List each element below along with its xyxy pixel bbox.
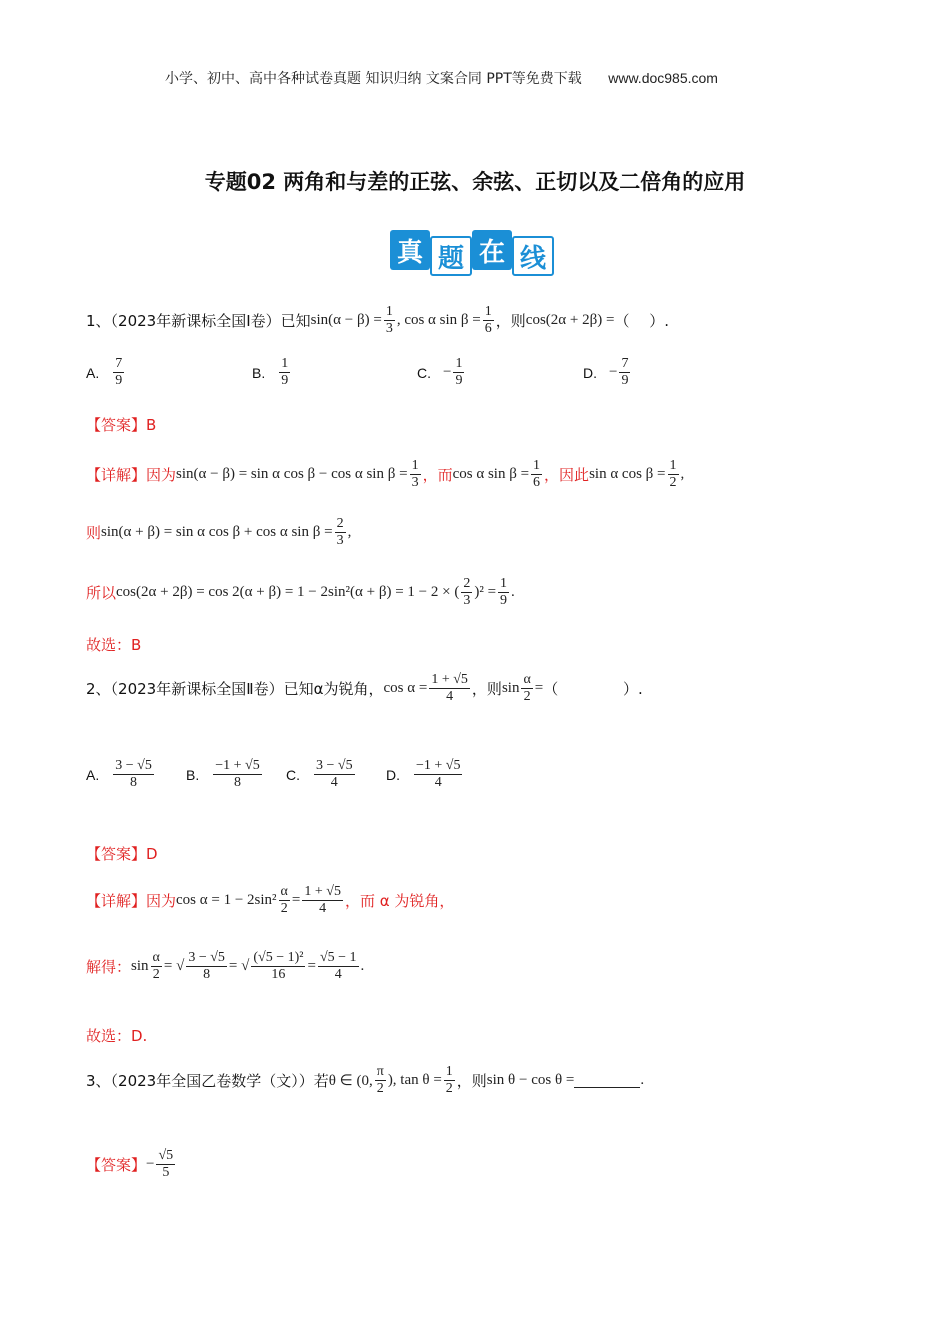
math-expression: θ ∈ (0, xyxy=(328,1073,373,1089)
numerator: α xyxy=(280,884,288,899)
answer-blank[interactable] xyxy=(574,1073,640,1088)
text-line xyxy=(86,950,364,983)
denominator: 2 xyxy=(523,689,531,704)
fraction xyxy=(113,758,154,791)
math-expression: = xyxy=(534,680,544,696)
numerator: 1 xyxy=(533,458,541,473)
option-label: A. xyxy=(86,364,100,381)
fraction xyxy=(113,356,124,389)
numerator: (√5 − 1)² xyxy=(253,950,304,965)
fraction xyxy=(151,950,162,983)
text-segment: 3、（2023年全国乙卷数学（文））若 xyxy=(86,1072,329,1090)
option-label: B. xyxy=(252,364,266,381)
text-segment: ，则 xyxy=(471,680,502,698)
option-label: C. xyxy=(417,364,431,381)
math-expression: sin(α − β) = sin α cos β − cos α sin β = xyxy=(176,466,408,482)
text-segment: ，则 xyxy=(495,312,526,330)
numerator: 3 − √5 xyxy=(316,758,353,773)
text-line xyxy=(86,516,351,549)
numerator: 7 xyxy=(621,356,629,371)
numerator: 1 + √5 xyxy=(304,884,341,899)
math-expression: cos α = xyxy=(383,680,428,696)
denominator: 4 xyxy=(446,689,454,704)
denominator: 2 xyxy=(445,1081,453,1096)
fraction xyxy=(521,672,532,705)
text-line xyxy=(86,634,141,655)
answer-text: ，而 α 为锐角， xyxy=(344,892,455,910)
fraction xyxy=(668,458,679,491)
denominator: 4 xyxy=(434,775,442,790)
text-line xyxy=(86,1148,177,1181)
denominator: 3 xyxy=(336,533,344,548)
fraction xyxy=(483,304,494,337)
option-d xyxy=(386,758,464,791)
math-expression: sin(α − β) = xyxy=(310,312,382,328)
text-segment: （ ）. xyxy=(543,680,643,698)
fraction xyxy=(251,950,305,983)
math-expression: ), tan θ = xyxy=(387,1072,442,1088)
math-expression: = xyxy=(307,958,316,974)
numerator: α xyxy=(523,672,531,687)
denominator: 4 xyxy=(330,775,338,790)
numerator: 1 xyxy=(445,1064,453,1079)
header-text: 小学、初中、高中各种试卷真题 知识归纳 文案合同 PPT等免费下载 xyxy=(165,71,582,87)
numerator: 7 xyxy=(115,356,123,371)
math-expression: sin(α + β) = sin α cos β + cos α sin β = xyxy=(101,524,333,540)
fraction xyxy=(384,304,395,337)
denominator: 3 xyxy=(411,475,419,490)
denominator: 9 xyxy=(500,593,508,608)
denominator: 9 xyxy=(281,373,289,388)
denominator: 2 xyxy=(376,1081,384,1096)
math-expression: cos α = 1 − 2sin² xyxy=(176,892,277,908)
header-url[interactable]: www.doc985.com xyxy=(608,70,718,86)
logo-char: 在 xyxy=(472,230,512,270)
text-line xyxy=(86,1064,644,1097)
fraction xyxy=(302,884,343,917)
numerator: √5 xyxy=(158,1148,174,1163)
math-expression: = √ xyxy=(163,958,185,974)
option-c xyxy=(286,758,357,791)
numerator: 3 − √5 xyxy=(188,950,225,965)
text-line xyxy=(86,843,158,864)
denominator: 2 xyxy=(152,967,160,982)
denominator: 6 xyxy=(484,321,492,336)
denominator: 3 xyxy=(385,321,393,336)
text-segment: （ ）. xyxy=(614,312,669,330)
fraction xyxy=(410,458,421,491)
fraction xyxy=(444,1064,455,1097)
option-c xyxy=(417,356,466,389)
fraction xyxy=(461,576,472,609)
numerator: 2 xyxy=(463,576,471,591)
numerator: 1 xyxy=(500,576,508,591)
numerator: −1 + √5 xyxy=(416,758,461,773)
denominator: 8 xyxy=(203,967,211,982)
answer-text: 【答案】 xyxy=(86,1156,147,1174)
option-sign: − xyxy=(609,364,618,380)
fraction xyxy=(314,758,355,791)
math-expression: sin α cos β = xyxy=(589,466,666,482)
math-expression: cos(2α + 2β) = xyxy=(525,312,615,328)
fraction xyxy=(335,516,346,549)
math-expression: , cos α sin β = xyxy=(396,312,481,328)
text-segment: 1、（2023年新课标全国Ⅰ卷）已知 xyxy=(86,312,311,330)
fraction xyxy=(414,758,462,791)
denominator: 2 xyxy=(280,901,288,916)
numerator: α xyxy=(152,950,160,965)
denominator: 3 xyxy=(463,593,471,608)
denominator: 6 xyxy=(533,475,541,490)
math-expression: , xyxy=(347,524,352,540)
math-expression: . xyxy=(360,958,365,974)
fraction xyxy=(453,356,464,389)
math-expression: cos α sin β = xyxy=(452,466,530,482)
numerator: √5 − 1 xyxy=(319,950,357,965)
denominator: 8 xyxy=(233,775,241,790)
fraction xyxy=(186,950,227,983)
answer-text: 故选：D. xyxy=(86,1027,148,1045)
math-expression: . xyxy=(640,1072,645,1088)
option-b xyxy=(186,758,264,791)
numerator: −1 + √5 xyxy=(215,758,260,773)
denominator: 8 xyxy=(130,775,138,790)
answer-text: 解得： xyxy=(86,958,132,976)
numerator: 1 xyxy=(281,356,289,371)
text-line xyxy=(86,576,515,609)
fraction xyxy=(531,458,542,491)
text-line xyxy=(86,458,684,491)
fraction xyxy=(429,672,470,705)
option-sign: − xyxy=(443,364,452,380)
math-expression: . xyxy=(511,584,515,600)
option-a xyxy=(86,758,156,791)
option-b xyxy=(252,356,292,389)
denominator: 4 xyxy=(334,967,342,982)
denominator: 9 xyxy=(621,373,629,388)
denominator: 5 xyxy=(162,1165,170,1180)
logo-char: 真 xyxy=(390,230,430,270)
math-expression: = √ xyxy=(228,958,250,974)
math-expression: cos(2α + 2β) = cos 2(α + β) = 1 − 2sin²(α + β) = 1 − 2 × ( xyxy=(116,584,460,600)
answer-text: ，因此 xyxy=(544,466,590,484)
option-label: B. xyxy=(186,766,200,783)
text-line xyxy=(86,884,454,917)
math-expression: sin θ − cos θ = xyxy=(486,1072,575,1088)
text-line xyxy=(86,1025,147,1046)
text-segment: ，则 xyxy=(456,1072,487,1090)
fraction xyxy=(375,1064,386,1097)
fraction xyxy=(213,758,261,791)
text-segment: 2、（2023年新课标全国Ⅱ卷）已知α为锐角， xyxy=(86,680,384,698)
denominator: 9 xyxy=(455,373,463,388)
answer-text: 【详解】因为 xyxy=(86,466,177,484)
fraction xyxy=(318,950,359,983)
text-line xyxy=(86,414,156,435)
numerator: 1 xyxy=(669,458,677,473)
numerator: 1 + √5 xyxy=(431,672,468,687)
fraction xyxy=(498,576,509,609)
math-expression: = xyxy=(291,892,301,908)
denominator: 9 xyxy=(115,373,123,388)
logo-char: 线 xyxy=(512,236,554,276)
numerator: π xyxy=(376,1064,384,1079)
answer-text: 则 xyxy=(86,524,102,542)
answer-text: ，而 xyxy=(422,466,453,484)
math-expression: )² = xyxy=(474,584,497,600)
page-title: 专题02 两角和与差的正弦、余弦、正切以及二倍角的应用 xyxy=(204,170,746,194)
page-header xyxy=(165,68,718,88)
numerator: 1 xyxy=(484,304,492,319)
text-line xyxy=(86,304,669,337)
fraction xyxy=(619,356,630,389)
fraction xyxy=(279,356,290,389)
math-expression: sin xyxy=(501,680,520,696)
denominator: 2 xyxy=(669,475,677,490)
denominator: 4 xyxy=(319,901,327,916)
fraction xyxy=(279,884,290,917)
logo-char: 题 xyxy=(430,236,472,276)
text-line xyxy=(86,672,643,705)
numerator: 2 xyxy=(336,516,344,531)
option-label: C. xyxy=(286,766,300,783)
option-label: D. xyxy=(386,766,400,783)
numerator: 1 xyxy=(411,458,419,473)
math-expression: , xyxy=(680,466,685,482)
numerator: 3 − √5 xyxy=(115,758,152,773)
option-label: D. xyxy=(583,364,597,381)
numerator: 1 xyxy=(455,356,463,371)
answer-text: 【详解】因为 xyxy=(86,892,177,910)
section-logo xyxy=(390,230,554,276)
answer-text: 所以 xyxy=(86,584,117,602)
option-label: A. xyxy=(86,766,100,783)
fraction xyxy=(156,1148,175,1181)
math-expression: sin xyxy=(131,958,149,974)
answer-text: 【答案】B xyxy=(86,416,157,434)
answer-text: 【答案】D xyxy=(86,845,158,863)
math-expression: − xyxy=(146,1156,155,1172)
answer-text: 故选：B xyxy=(86,636,142,654)
denominator: 16 xyxy=(271,967,286,982)
option-a xyxy=(86,356,126,389)
option-d xyxy=(583,356,632,389)
numerator: 1 xyxy=(385,304,393,319)
